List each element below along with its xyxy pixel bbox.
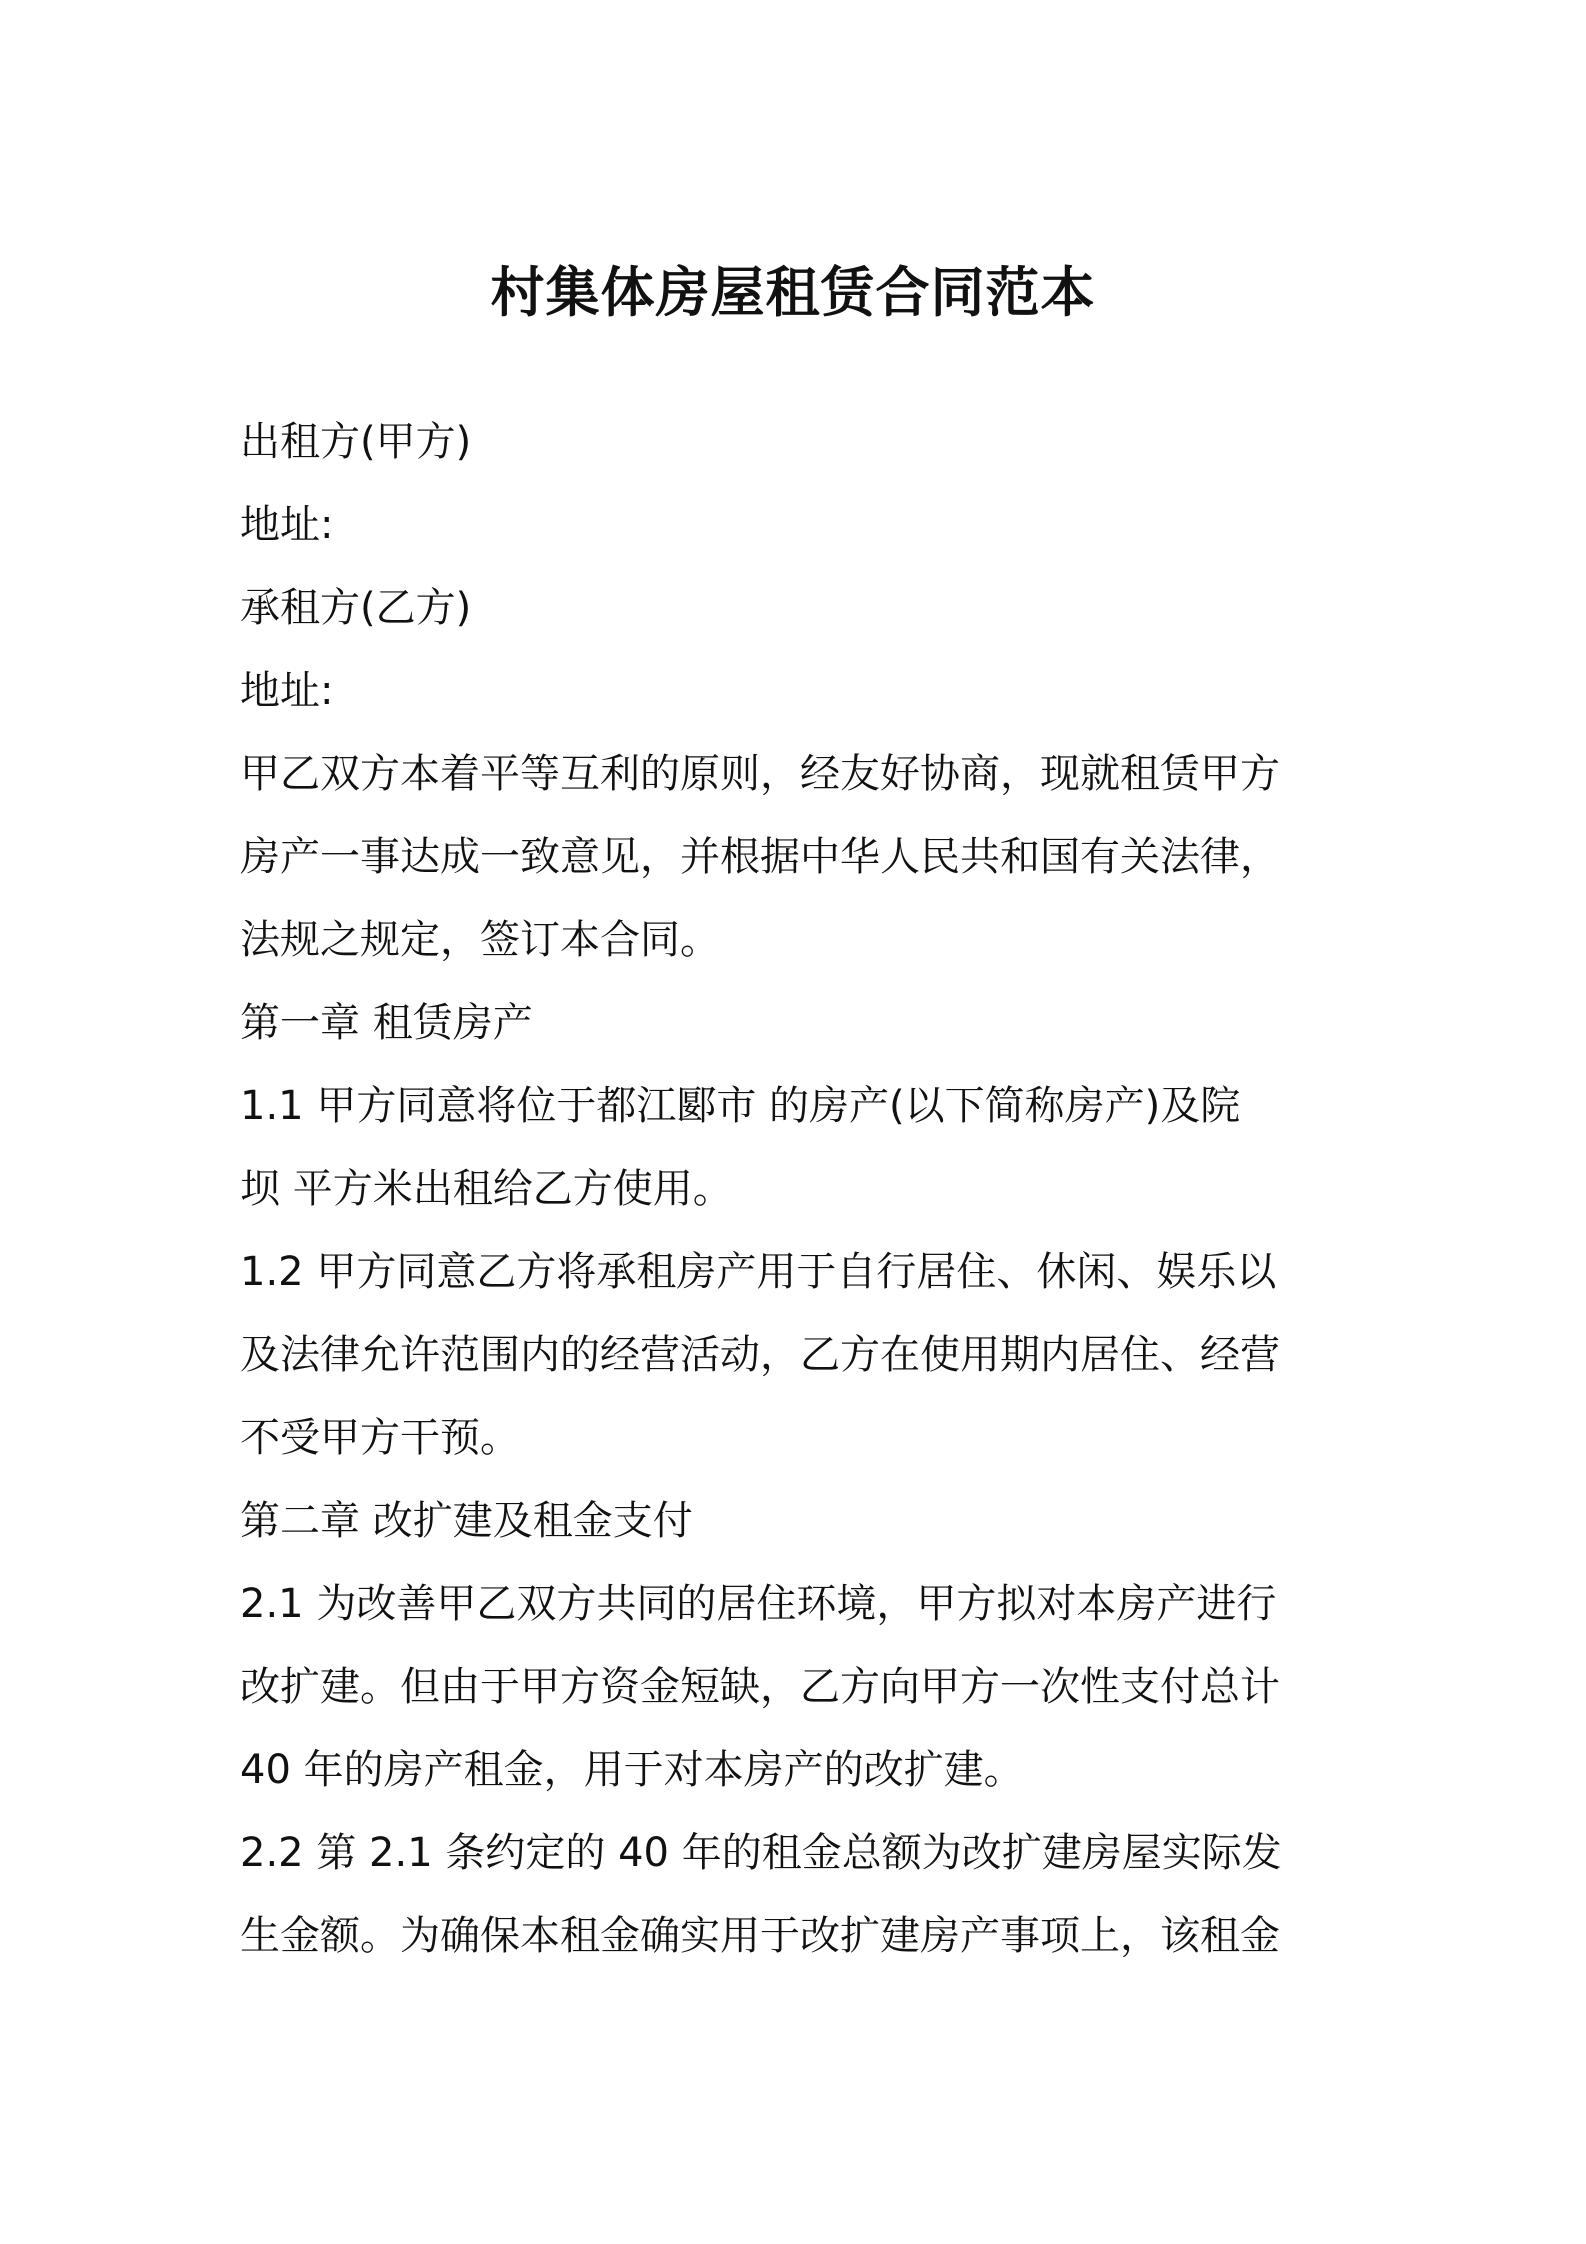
clause-1-1-line-2: 坝 平方米出租给乙方使用。 xyxy=(240,1166,733,1212)
party-b-address: 地址: xyxy=(240,668,334,714)
party-a-label: 出租方(甲方) xyxy=(240,419,472,465)
clause-2-2-line-1: 2.2 第 2.1 条约定的 40 年的租金总额为改扩建房屋实际发 xyxy=(240,1830,1282,1876)
preamble-line-1: 甲乙双方本着平等互利的原则，经友好协商，现就租赁甲方 xyxy=(240,751,1280,797)
clause-1-2-line-2: 及法律允许范围内的经营活动，乙方在使用期内居住、经营 xyxy=(240,1332,1280,1378)
clause-1-1-line-1: 1.1 甲方同意将位于都江郾市 的房产(以下简称房产)及院 xyxy=(240,1083,1241,1129)
party-a-address: 地址: xyxy=(240,502,334,548)
clause-2-1-line-2: 改扩建。但由于甲方资金短缺，乙方向甲方一次性支付总计 xyxy=(240,1664,1280,1710)
clause-1-2-line-1: 1.2 甲方同意乙方将承租房产用于自行居住、休闲、娱乐以 xyxy=(240,1249,1277,1295)
clause-1-2-line-3: 不受甲方干预。 xyxy=(240,1415,520,1461)
preamble-line-3: 法规之规定，签订本合同。 xyxy=(240,917,720,963)
party-b-label: 承租方(乙方) xyxy=(240,585,472,631)
clause-2-2-line-2: 生金额。为确保本租金确实用于改扩建房产事项上，该租金 xyxy=(240,1913,1280,1959)
clause-2-1-line-1: 2.1 为改善甲乙双方共同的居住环境，甲方拟对本房产进行 xyxy=(240,1581,1277,1627)
chapter-2-heading: 第二章 改扩建及租金支付 xyxy=(240,1498,693,1544)
clause-2-1-line-3: 40 年的房产租金，用于对本房产的改扩建。 xyxy=(240,1747,1024,1793)
preamble-line-2: 房产一事达成一致意见，并根据中华人民共和国有关法律， xyxy=(240,834,1280,880)
document-title: 村集体房屋租赁合同范本 xyxy=(490,261,1096,324)
chapter-1-heading: 第一章 租赁房产 xyxy=(240,1000,533,1046)
